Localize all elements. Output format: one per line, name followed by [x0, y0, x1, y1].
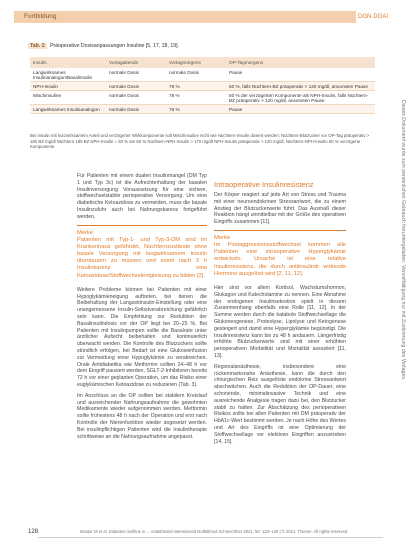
table-cell: NPH-Insulin: [30, 82, 106, 91]
table-cell: normale Dosis: [106, 68, 166, 82]
table-cell: 75 %: [166, 82, 226, 91]
copyright-side-notice: Dieses Dokument wurde zum persönlichen Gebrauch heruntergeladen. Vervielfältigung nur mit Zustimmung des Verlages.: [400, 100, 406, 381]
footer-citation: Muster M et al. Diabetes mellitus in ... Anästhesiol Intensivmed Notfallmed Schmerzther 2021; 56: 123–135 | © 2021. Thieme. All rights reserved.: [80, 529, 349, 534]
table-cell: 50 %, falls Nüchtern-BZ präoperativ > 120 mg/dl, ansonsten Pause: [226, 82, 375, 91]
merke-text: Patienten mit Typ-1- und Typ-3-DM sind im Krankenhaus gefährdet, Nüchternzustände ohne basale Versorgung mit langwirksamem Insulin überdauern zu müssen und somit nach 3 h Insulinkarenz eine Ketoazidose/Stoffwechselentgleisung zu bilden [2].: [77, 236, 207, 279]
table-cell: Langwirksames Insulinanalogon/Basalinsulin: [30, 68, 106, 82]
table-cell: normale Dosis: [106, 105, 166, 114]
merke-label: Merke: [77, 229, 94, 236]
table-header-row: [30, 57, 375, 68]
table-cell: Pause: [226, 68, 375, 82]
table-row: [30, 68, 375, 82]
section-label: Fortbildung: [14, 11, 356, 23]
paragraph: Weitere Probleme können bei Patienten mit einer Hypoglykämieneigung auftreten, bei denen die Beibehaltung der Langzeitinsulin-Einstellung oder eine unangemessene Insulin-Selbstverabreichung gefährlich sein kann. Die Empfehlung zur Reduktion der Basalinsulindosis vor der OP liegt bei 20–25 %. Bei Patienten mit Insulinpumpen sollte die Basalrate unter ärztlicher Aufsicht beibehalten und kontinuierlich überwacht werden. Die Kontrolle des Blutzuckers sollte stündlich erfolgen, bei Bedarf ist eine Glukoseinfusion zur Vermeidung einer Hypoglykämie zu verabreichen. Orale Antidiabetika wie Metformin sollten 24–48 h vor dem Eingriff pausiert werden, SGLT-2-Inhibitoren bereits 72 h vor einer geplanten Operation, um das Risiko einer euglykämischen Ketoazidose zu reduzieren (Tab. 3).: [77, 286, 207, 388]
table-row: [30, 91, 375, 105]
section-heading: Intraoperative Insulinresistenz: [214, 180, 314, 189]
merke-label: Merke: [214, 234, 231, 241]
table-row: [30, 105, 375, 114]
table-cell: normale Dosis: [106, 91, 166, 105]
table-cell: normale Dosis: [106, 82, 166, 91]
page-number: 128: [28, 529, 39, 535]
table-header-cell: OP-Tagmorgens: [226, 57, 375, 68]
merke-box: [77, 225, 207, 280]
table-row: [30, 82, 375, 91]
footer-divider: [38, 537, 383, 538]
table-cell: normale Dosis: [166, 68, 226, 82]
table-caption: [28, 43, 179, 49]
journal-tag: DGN·DGAI: [358, 14, 388, 20]
table-cell: Mischinsuline: [30, 91, 106, 105]
table-cell: Langwirksames Insulinanalogon: [30, 105, 106, 114]
table-cell: 50 % der verzögerten Komponente als NPH-Insulin, falls Nüchtern-BZ präoperativ > 120 mg/dl, ansonsten Pause: [226, 91, 375, 105]
dosing-table: [30, 57, 375, 114]
paragraph: Der Körper reagiert auf jede Art von Stress und Trauma mit einer neuroendokrinen Stressantwort, die zu einem Anstieg der Blutzuckerwerte führt. Das Ausmaß dieser Reaktion hängt unmittelbar mit der Größe des operativen Eingriffs zusammen [11].: [214, 192, 346, 226]
paragraph: Im Anschluss an die OP sollten bei stabilem Kreislauf und ausreichender Nahrungsaufnahme die gewohnten Medikamente wieder aufgenommen werden. Metformin sollte frühestens 48 h nach der Operation und erst nach Kontrolle der Nierenfunktion wieder angesetzt werden. Bei insulinpflichtigen Patienten wird die Insulintherapie schrittweise an die Nahrungsaufnahme angepasst.: [77, 392, 207, 440]
table-footnote: Bei Insulin mit kurzwirksamem Anteil und verzögerter Wirkkomponente soll Mischinsuline nicht wie Nüchtern-Insulin dosiert werden; Nüchtern-Blutzucker vor OP-Tag präoperativ > 180 BZ mg/dl Nüchtern 180 BZ NPH-Insulin = 50 % am 50 % Nüchtern-NPH-Insulin > 170 mg/dl NPH-Insulin präoperativ > 120 mg/dl, Nüchtern-NPH-Insulin 50 % verzögerte Komponente.: [30, 133, 370, 150]
merke-box: [214, 230, 346, 278]
table-header-cell: Vortagabends: [106, 57, 166, 68]
table-caption-text: Präoperative Dosisanpassungen Insuline [5, 17, 18, 19].: [50, 43, 179, 49]
merke-text: Im Postaggressionsstoffwechsel kommen alle Patienten eine intraoperative Hyperglykämie entwickeln. Ursache ist eine relative Insulinresistenz, die durch antiinsulinär wirkende Hormone ausgelöst wird [2, 11, 12].: [214, 241, 346, 277]
right-column: [214, 180, 346, 449]
table-cell: 75 %: [166, 91, 226, 105]
paragraph: Hier sind vor allem Kortisol, Wachstumshormon, Glukagon und Katecholamine zu nennen. Eine Abnahme der endogenen Insulinsekretion spielt in diesem Zusammenhang ebenfalls eine Rolle [11, 12]. In der Summe werden durch die katabole Stoffwechsellage die Glukoneogenese, Proteolyse, Lipolyse und Ketogenese gesteigert und damit eine Hyperglykämie begünstigt. Die Insulinresistenz kann bis zu 48 h andauern. Längerfristig erhöhte Blutzuckerwerte sind mit einer erhöhten perioperativen Morbidität und Mortalität assoziiert [11, 13].: [214, 285, 346, 359]
paragraph: Für Patienten mit einem dualen Insulinmangel (DM Typ 1 und Typ 3c) ist die Aufrechterhaltung der basalen Insulinversorgung Voraussetzung für eine sichere, stoffwechselstabile perioperative Versorgung. Um eine diabetische Ketoazidose zu vermeiden, muss die basale Insulinzufuhr auch bei Nahrungskarenz fortgeführt werden.: [77, 173, 207, 220]
table-label: Tab. 2: [30, 43, 45, 49]
table-header-cell: Insulin: [30, 57, 106, 68]
table-cell: Pause: [226, 105, 375, 114]
paragraph: Regionalanästhesie, insbesondere eine rückenmarksnahe Anästhesie, kann die durch den chirurgischen Reiz ausgelöste endokrine Stressantwort abschwächen. Auch die Reduktion der OP-Dauer, eine schonende, minimalinvasive Technik und eine ausreichende Analgesie tragen dazu bei, den Blutzucker stabil zu halten. Zur Abschätzung des perioperativen Risikos sollte bei allen Patienten mit DM präoperativ der HbA1c-Wert bestimmt werden. Je nach Höhe des Wertes und Art des Eingriffs ist eine Optimierung der Stoffwechsellage vor elektiven Eingriffen anzustreben [14, 15].: [214, 363, 346, 445]
table-header-cell: Vortagmorgens: [166, 57, 226, 68]
table-cell: 75 %: [166, 105, 226, 114]
left-column: [77, 173, 207, 444]
